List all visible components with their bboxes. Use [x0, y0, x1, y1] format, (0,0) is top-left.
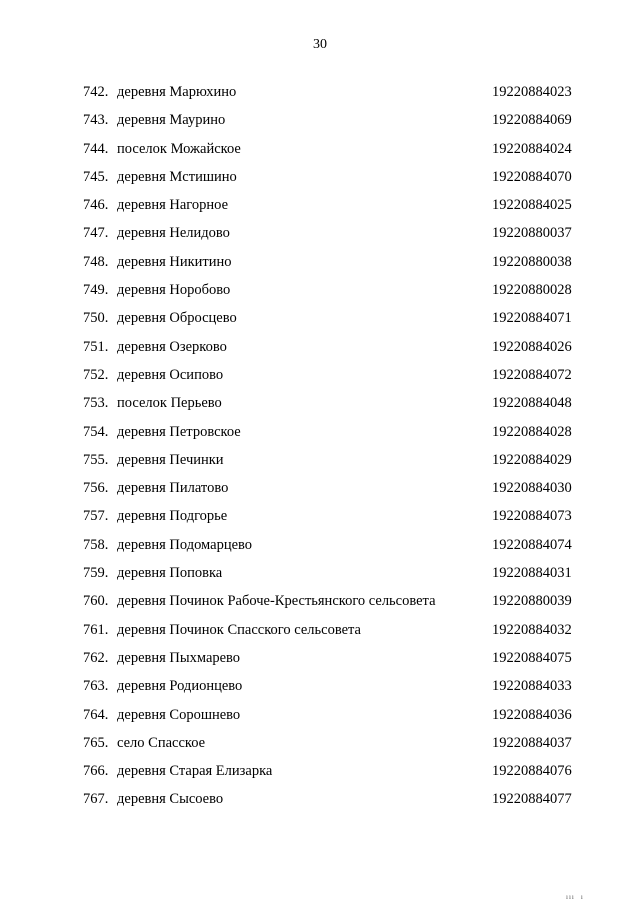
settlement-name: деревня Нагорное: [117, 197, 229, 214]
list-item: [0, 140, 640, 168]
oktmo-code: 19220880039: [492, 593, 572, 610]
entry-number: 743.: [83, 112, 109, 129]
list-item: [0, 734, 640, 762]
settlement-name: деревня Пыхмарево: [117, 649, 241, 666]
entry-number: 744.: [83, 140, 109, 157]
entry-number: 745.: [83, 168, 109, 185]
entry-number: 754.: [83, 423, 109, 440]
oktmo-code: 19220884048: [492, 395, 572, 412]
list-item: [0, 592, 640, 620]
entry-number: 748.: [83, 253, 109, 270]
entry-number: 761.: [83, 621, 109, 638]
oktmo-code: 19220884029: [492, 451, 572, 468]
settlement-name: деревня Печинки: [117, 451, 224, 468]
entry-number: 767.: [83, 791, 109, 808]
entry-number: 763.: [83, 678, 109, 695]
list-item: [0, 564, 640, 592]
footer-scan-marks: [566, 893, 640, 901]
oktmo-code: 19220884072: [492, 366, 572, 383]
list-item: [0, 621, 640, 649]
entry-number: 758.: [83, 536, 109, 553]
oktmo-code: 19220880028: [492, 282, 572, 299]
oktmo-code: 19220884069: [492, 112, 572, 129]
settlement-name: деревня Подомарцево: [117, 536, 253, 553]
entry-number: 752.: [83, 366, 109, 383]
entry-number: 749.: [83, 282, 109, 299]
oktmo-code: 19220884076: [492, 763, 572, 780]
list-item: [0, 366, 640, 394]
settlement-name: деревня Марюхино: [117, 84, 237, 100]
oktmo-code: 19220884026: [492, 338, 572, 355]
list-item: [0, 790, 640, 818]
settlement-name: деревня Нелидово: [117, 225, 230, 242]
entry-number: 765.: [83, 734, 109, 751]
settlement-name: деревня Маурино: [117, 112, 226, 129]
oktmo-code: 19220884031: [492, 565, 572, 582]
scan-mark: ııı: [566, 893, 575, 901]
settlement-list: [0, 83, 640, 819]
list-item: [0, 677, 640, 705]
oktmo-code: 19220884030: [492, 480, 572, 497]
settlement-name: деревня Мстишино: [117, 168, 237, 185]
oktmo-code: 19220884036: [492, 706, 572, 723]
settlement-name: деревня Подгорье: [117, 508, 228, 525]
oktmo-code: 19220884037: [492, 734, 572, 751]
entry-number: 766.: [83, 763, 109, 780]
list-item: [0, 479, 640, 507]
list-item: [0, 649, 640, 677]
entry-number: 762.: [83, 649, 109, 666]
entry-number: 746.: [83, 197, 109, 214]
list-item: [0, 281, 640, 309]
list-item: [0, 309, 640, 337]
settlement-name: деревня Сорошнево: [117, 706, 241, 723]
settlement-name: деревня Обросцево: [117, 310, 237, 327]
settlement-name: деревня Родионцево: [117, 678, 243, 695]
list-item: [0, 762, 640, 790]
oktmo-code: 19220884075: [492, 649, 572, 666]
list-item: [0, 394, 640, 422]
settlement-name: поселок Перьево: [117, 395, 222, 412]
entry-number: 764.: [83, 706, 109, 723]
oktmo-code: 19220884033: [492, 678, 572, 695]
oktmo-code: 19220884077: [492, 791, 572, 808]
list-item: [0, 168, 640, 196]
entry-number: 742.: [83, 84, 109, 100]
oktmo-code: 19220880038: [492, 253, 572, 270]
oktmo-code: 19220884073: [492, 508, 572, 525]
settlement-name: поселок Можайское: [117, 140, 241, 157]
list-item: [0, 507, 640, 535]
oktmo-code: 19220884028: [492, 423, 572, 440]
oktmo-code: 19220884024: [492, 140, 572, 157]
entry-number: 750.: [83, 310, 109, 327]
settlement-name: деревня Петровское: [117, 423, 241, 440]
scan-mark: ı: [580, 893, 584, 901]
oktmo-code: 19220884032: [492, 621, 572, 638]
settlement-name: деревня Сысоево: [117, 791, 224, 808]
list-item: [0, 83, 640, 111]
list-item: [0, 111, 640, 139]
settlement-name: деревня Норобово: [117, 282, 231, 299]
entry-number: 747.: [83, 225, 109, 242]
list-item: [0, 706, 640, 734]
entry-number: 759.: [83, 565, 109, 582]
oktmo-code: 19220884025: [492, 197, 572, 214]
settlement-name: деревня Осипово: [117, 366, 224, 383]
entry-number: 755.: [83, 451, 109, 468]
page-number: 30: [313, 37, 327, 52]
settlement-name: село Спасское: [117, 734, 206, 751]
settlement-name: деревня Поповка: [117, 565, 223, 582]
entry-number: 756.: [83, 480, 109, 497]
list-item: [0, 224, 640, 252]
settlement-name: деревня Починок Рабоче-Крестьянского сельсовета: [117, 593, 436, 610]
settlement-name: деревня Никитино: [117, 253, 232, 270]
oktmo-code: 19220884023: [492, 84, 572, 100]
settlement-name: деревня Пилатово: [117, 480, 229, 497]
settlement-name: деревня Починок Спасского сельсовета: [117, 621, 361, 638]
oktmo-code: 19220884070: [492, 168, 572, 185]
oktmo-code: 19220880037: [492, 225, 572, 242]
entry-number: 753.: [83, 395, 109, 412]
list-item: [0, 196, 640, 224]
list-item: [0, 253, 640, 281]
settlement-name: деревня Старая Елизарка: [117, 763, 273, 780]
list-item: [0, 451, 640, 479]
oktmo-code: 19220884071: [492, 310, 572, 327]
oktmo-code: 19220884074: [492, 536, 572, 553]
list-item: [0, 338, 640, 366]
entry-number: 757.: [83, 508, 109, 525]
list-item: [0, 536, 640, 564]
entry-number: 760.: [83, 593, 109, 610]
list-item: [0, 423, 640, 451]
settlement-name: деревня Озерково: [117, 338, 227, 355]
entry-number: 751.: [83, 338, 109, 355]
